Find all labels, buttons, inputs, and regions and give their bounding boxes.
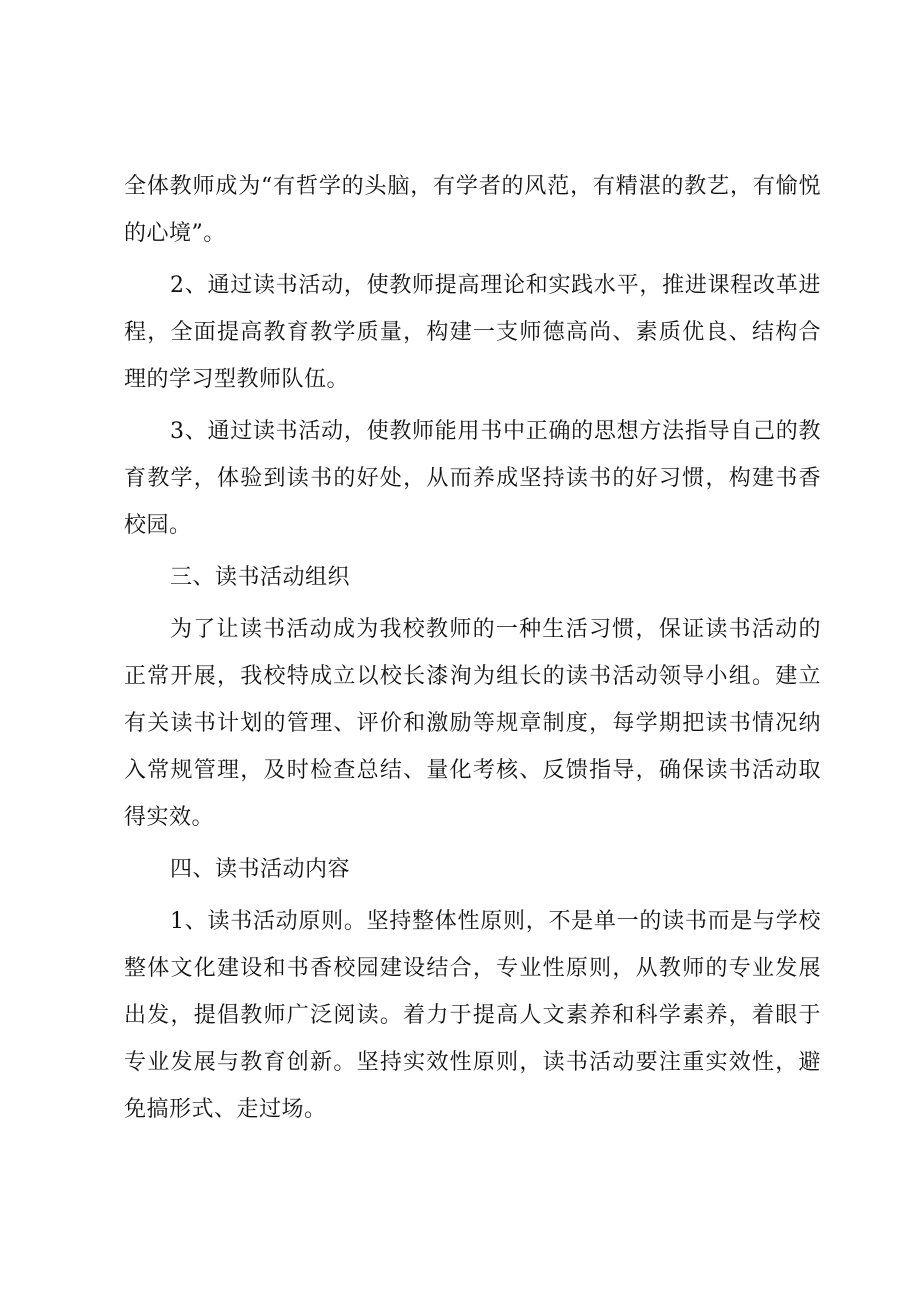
paragraph-goal-2: 2、通过读书活动，使教师提高理论和实践水平，推进课程改革进程，全面提高教育教学质量，构建一支师德高尚、素质优良、结构合理的学习型教师队伍。	[124, 273, 821, 392]
paragraph-continuation: 全体教师成为“有哲学的头脑，有学者的风范，有精湛的教艺，有愉悦的心境”。	[124, 174, 821, 246]
paragraph-principles: 1、读书活动原则。坚持整体性原则，不是单一的读书而是与学校整体文化建设和书香校园建设结合，专业性原则，从教师的专业发展出发，提倡教师广泛阅读。着力于提高人文素养和科学素养，着眼于专业发展与教育创新。坚持实效性原则，读书活动要注重实效性，避免搞形式、走过场。	[124, 909, 821, 1122]
paragraph-goal-3: 3、通过读书活动，使教师能用书中正确的思想方法指导自己的教育教学，体验到读书的好处，从而养成坚持读书的好习惯，构建书香校园。	[124, 419, 821, 538]
section-heading-content: 四、读书活动内容	[170, 857, 351, 882]
section-heading-organization: 三、读书活动组织	[170, 565, 351, 590]
paragraph-organization: 为了让读书活动成为我校教师的一种生活习惯，保证读书活动的正常开展，我校特成立以校长漆洵为组长的读书活动领导小组。建立有关读书计划的管理、评价和激励等规章制度，每学期把读书情况纳入常规管理，及时检查总结、量化考核、反馈指导，确保读书活动取得实效。	[124, 617, 821, 830]
document-body	[124, 163, 821, 1133]
